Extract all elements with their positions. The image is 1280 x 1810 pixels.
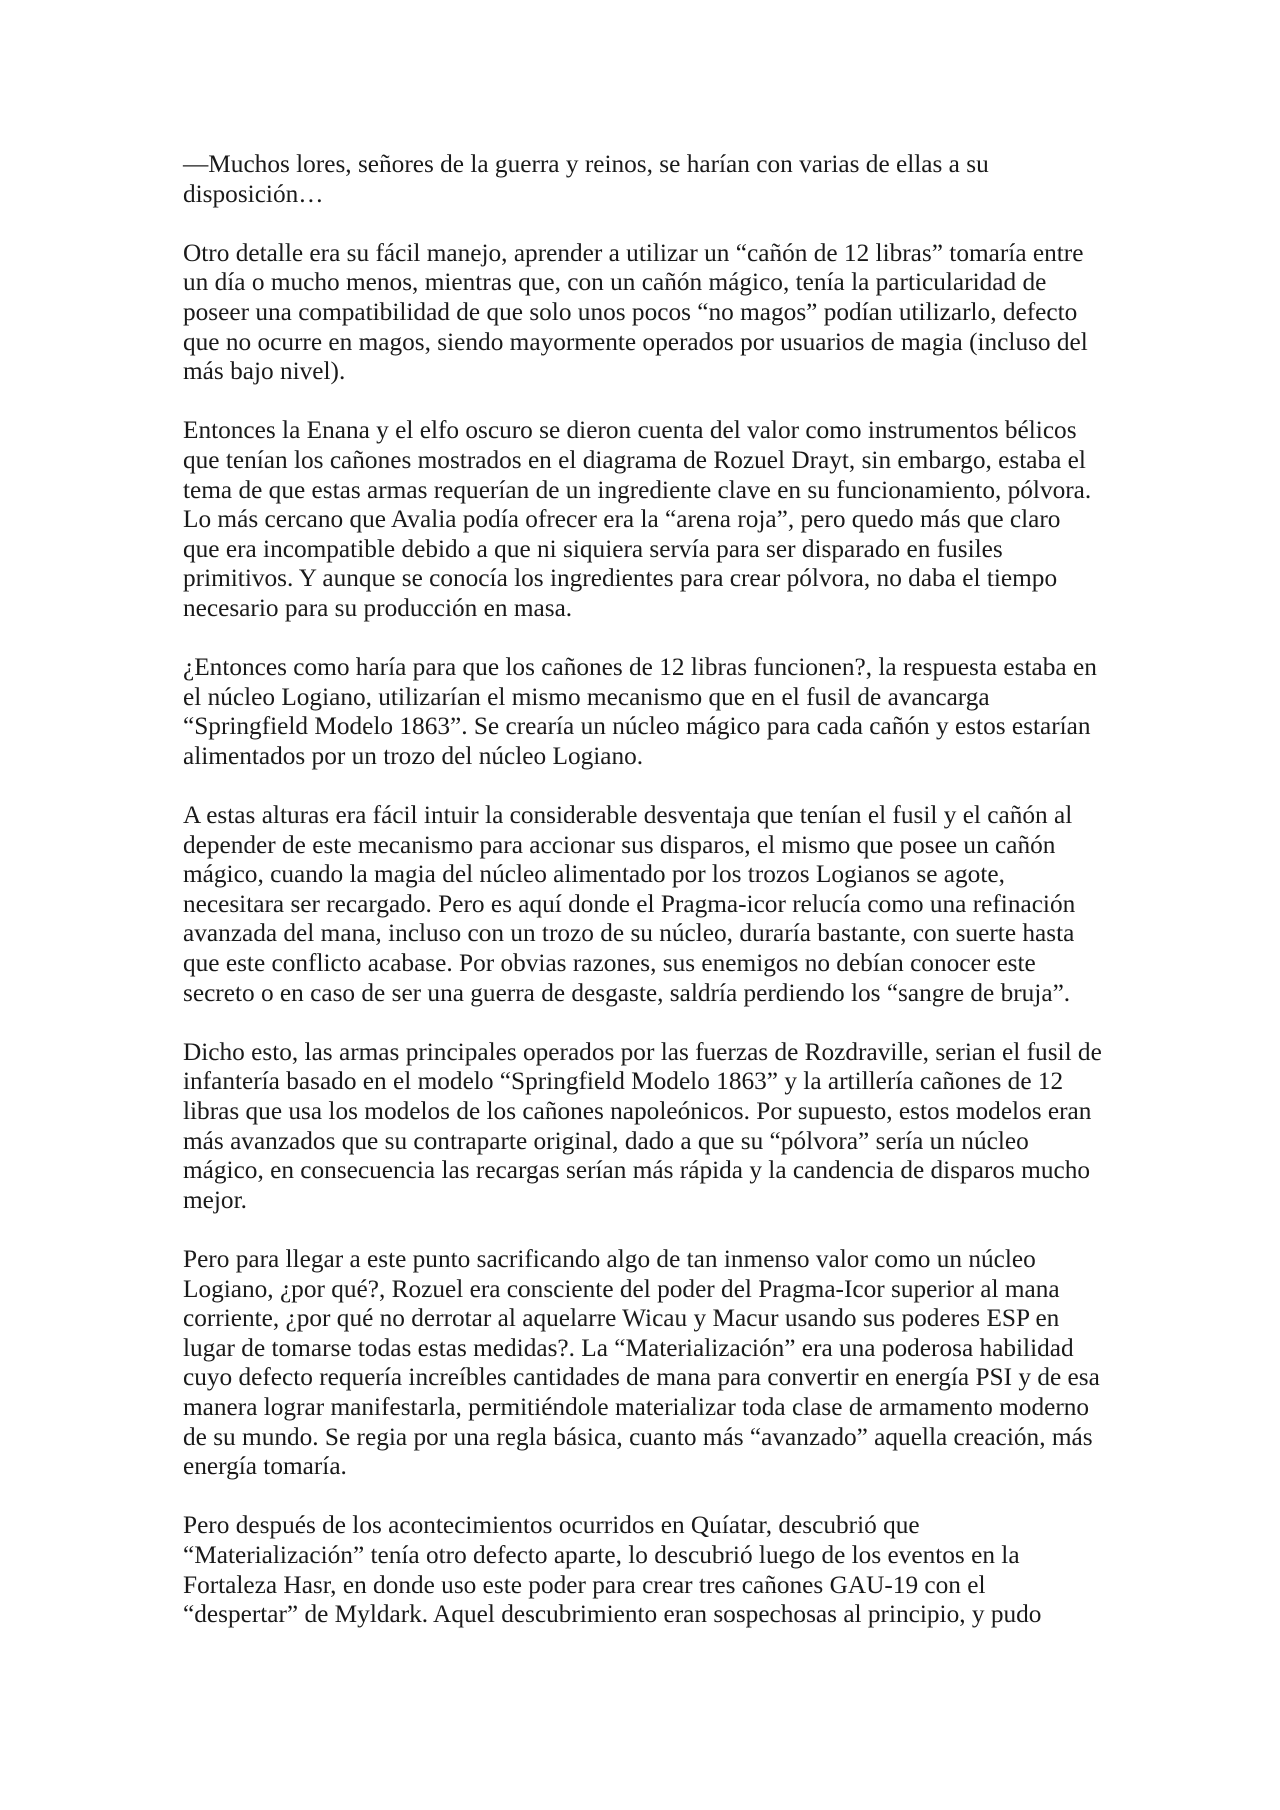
paragraph: A estas alturas era fácil intuir la considerable desventaja que tenían el fusil y el cañón al depender de este mecanismo para accionar sus disparos, el mismo que posee un cañón mágico, cuando la magia del núcleo alimentado por los trozos Logianos se agote, necesitara ser recargado. Pero es aquí donde el Pragma-icor relucía como una refinación avanzada del mana, incluso con un trozo de su núcleo, duraría bastante, con suerte hasta que este conflicto acabase. Por obvias razones, sus enemigos no debían conocer este secreto o en caso de ser una guerra de desgaste, saldría perdiendo los “sangre de bruja”.: [183, 801, 1076, 1007]
paragraph: Dicho esto, las armas principales operados por las fuerzas de Rozdraville, serian el fusil de infantería basado en el modelo “Springfield Modelo 1863” y la artillería cañones de 12 libras que usa los modelos de los cañones napoleónicos. Por supuesto, estos modelos eran más avanzados que su contraparte original, dado a que su “pólvora” sería un núcleo mágico, en consecuencia las recargas serían más rápida y la candencia de disparos mucho mejor.: [183, 1037, 1102, 1214]
paragraph: ¿Entonces como haría para que los cañones de 12 libras funcionen?, la respuesta estaba en el núcleo Logiano, utilizarían el mismo mecanismo que en el fusil de avancarga “Springfield Modelo 1863”. Se crearía un núcleo mágico para cada cañón y estos estarían alimentados por un trozo del núcleo Logiano.: [183, 653, 1097, 770]
paragraph: Entonces la Enana y el elfo oscuro se dieron cuenta del valor como instrumentos bélicos que tenían los cañones mostrados en el diagrama de Rozuel Drayt, sin embargo, estaba el tema de que estas armas requerían de un ingrediente clave en su funcionamiento, pólvora. Lo más cercano que Avalia podía ofrecer era la “arena roja”, pero quedo más que claro que era incompatible debido a que ni siquiera servía para ser disparado en fusiles primitivos. Y aunque se conocía los ingredientes para crear pólvora, no daba el tiempo necesario para su producción en masa.: [183, 416, 1092, 622]
paragraph: Otro detalle era su fácil manejo, aprender a utilizar un “cañón de 12 libras” tomaría entre un día o mucho menos, mientras que, con un cañón mágico, tenía la particularidad de poseer una compatibilidad de que solo unos pocos “no magos” podían utilizarlo, defecto que no ocurre en magos, siendo mayormente operados por usuarios de magia (incluso del más bajo nivel).: [183, 238, 1088, 386]
paragraph: Pero para llegar a este punto sacrificando algo de tan inmenso valor como un núcleo Logiano, ¿por qué?, Rozuel era consciente del poder del Pragma-Icor superior al mana corriente, ¿por qué no derrotar al aquelarre Wicau y Macur usando sus poderes ESP en lugar de tomarse todas estas medidas?. La “Materialización” era una poderosa habilidad cuyo defecto requería increíbles cantidades de mana para convertir en energía PSI y de esa manera lograr manifestarla, permitiéndole materializar toda clase de armamento moderno de su mundo. Se regia por una regla básica, cuanto más “avanzado” aquella creación, más energía tomaría.: [183, 1244, 1100, 1481]
paragraph: —Muchos lores, señores de la guerra y reinos, se harían con varias de ellas a su disposición…: [183, 150, 989, 208]
paragraph: Pero después de los acontecimientos ocurridos en Quíatar, descubrió que “Materialización” tenía otro defecto aparte, lo descubrió luego de los eventos en la Fortaleza Hasr, en donde uso este poder para crear tres cañones GAU-19 con el “despertar” de Myldark. Aquel descubrimiento eran sospechosas al principio, y pudo: [183, 1511, 1042, 1629]
document-body: [183, 150, 1103, 1630]
